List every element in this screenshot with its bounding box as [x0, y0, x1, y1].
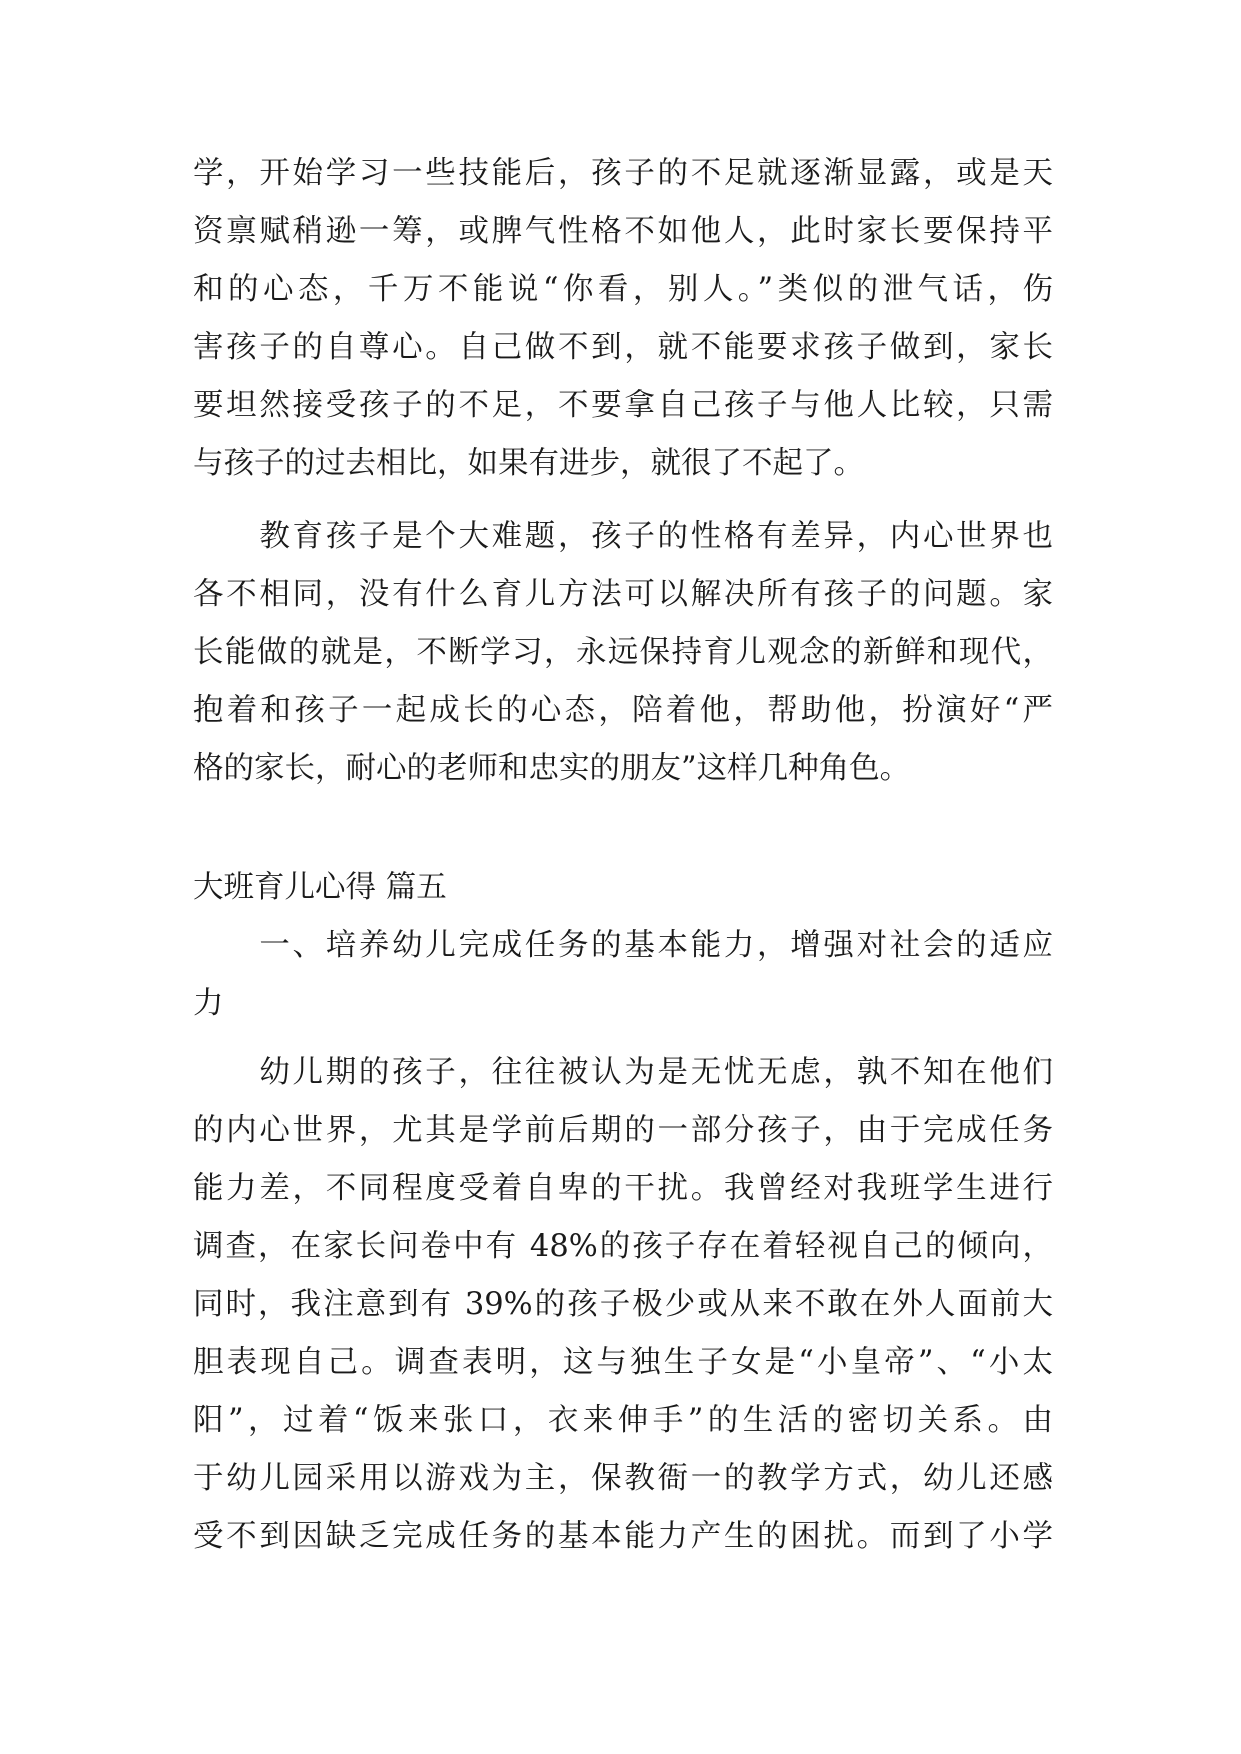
text-line: 抱着和孩子一起成长的心态，陪着他，帮助他，扮演好“严: [193, 693, 1053, 728]
text-line: 与孩子的过去相比，如果有进步，就很了不起了。: [193, 446, 864, 481]
text-line: 各不相同，没有什么育儿方法可以解决所有孩子的问题。家: [193, 577, 1053, 612]
text-line: 阳”，过着“饭来张口，衣来伸手”的生活的密切关系。由: [193, 1403, 1053, 1438]
text-line: 能力差，不同程度受着自卑的干扰。我曾经对我班学生进行: [193, 1171, 1053, 1206]
text-line: 一、培养幼儿完成任务的基本能力，增强对社会的适应: [193, 928, 1053, 963]
text-line: 长能做的就是，不断学习，永远保持育儿观念的新鲜和现代，: [193, 635, 1053, 670]
text-line: 学，开始学习一些技能后，孩子的不足就逐渐显露，或是天: [193, 156, 1053, 191]
text-line: 的内心世界，尤其是学前后期的一部分孩子，由于完成任务: [193, 1113, 1053, 1148]
text-line: 同时，我注意到有 39%的孩子极少或从来不敢在外人面前大: [193, 1287, 1053, 1322]
text-line: 资禀赋稍逊一筹，或脾气性格不如他人，此时家长要保持平: [193, 214, 1053, 249]
text-line: 教育孩子是个大难题，孩子的性格有差异，内心世界也: [193, 519, 1053, 554]
text-line: 幼儿期的孩子，往往被认为是无忧无虑，孰不知在他们: [193, 1055, 1053, 1090]
text-line: 格的家长，耐心的老师和忠实的朋友”这样几种角色。: [193, 751, 911, 786]
section-title: 大班育儿心得 篇五: [193, 870, 447, 905]
text-line: 害孩子的自尊心。自己做不到，就不能要求孩子做到，家长: [193, 330, 1053, 365]
text-line: 于幼儿园采用以游戏为主，保教衙一的教学方式，幼儿还感: [193, 1461, 1053, 1496]
text-line: 和的心态，千万不能说“你看，别人。”类似的泄气话，伤: [193, 272, 1053, 307]
text-line: 胆表现自己。调查表明，这与独生子女是“小皇帝”、“小太: [193, 1345, 1053, 1380]
text-line: 受不到因缺乏完成任务的基本能力产生的困扰。而到了小学: [193, 1519, 1053, 1554]
text-line: 要坦然接受孩子的不足，不要拿自己孩子与他人比较，只需: [193, 388, 1053, 423]
text-line: 力: [193, 986, 224, 1021]
text-line: 调查，在家长问卷中有 48%的孩子存在着轻视自己的倾向，: [193, 1229, 1053, 1264]
